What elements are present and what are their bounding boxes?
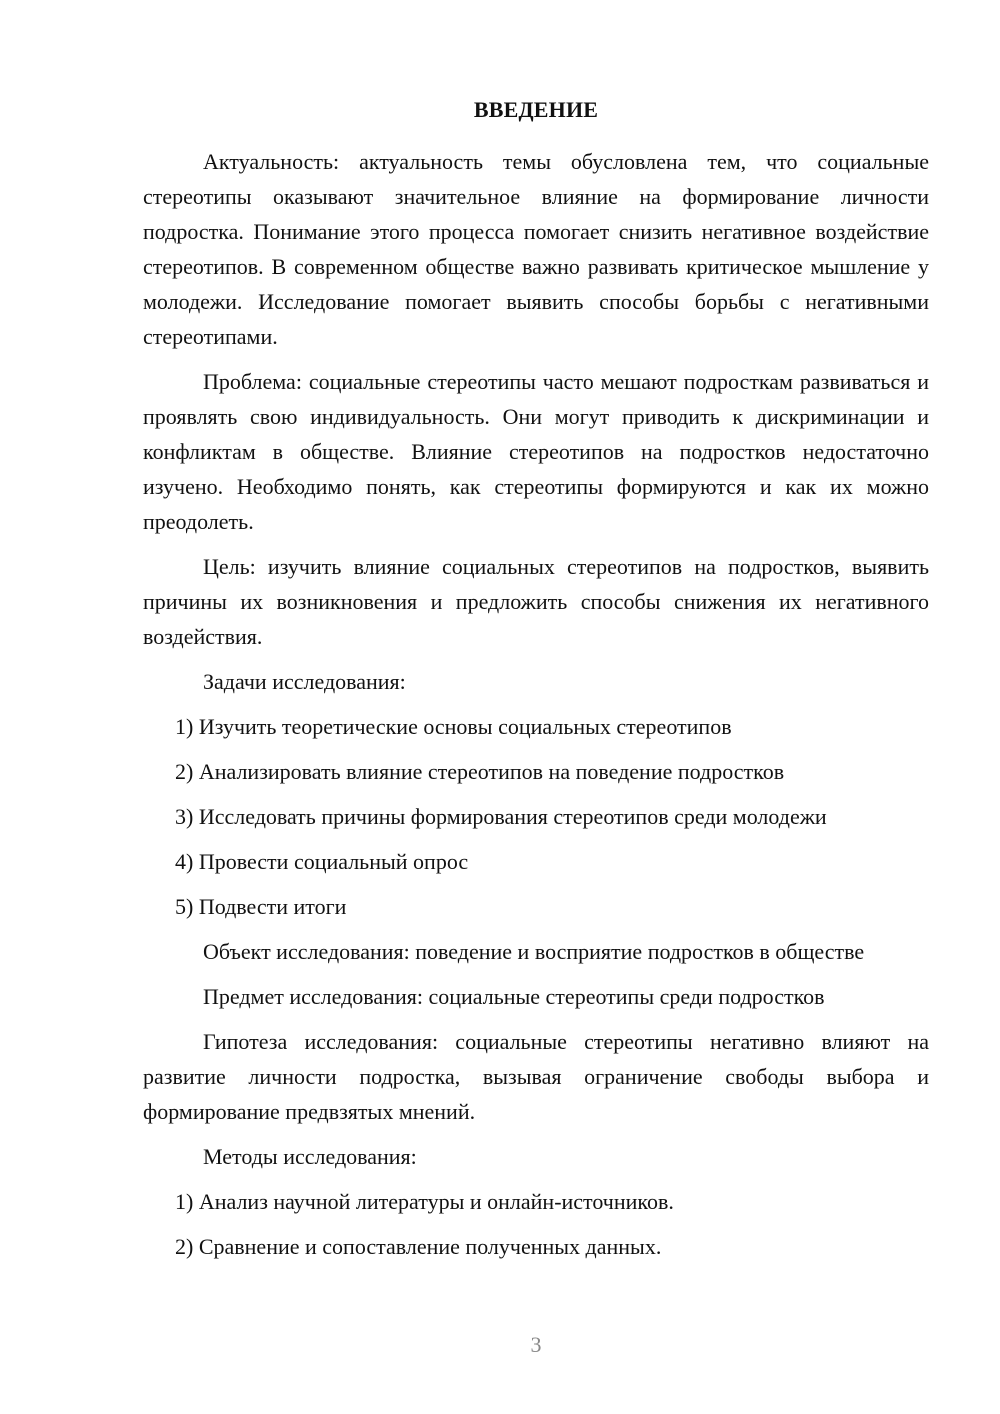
hypothesis-paragraph: Гипотеза исследования: социальные стереотипы негативно влияют на развитие личности подростка, вызывая ограничение свободы выбора и формирование предвзятых мнений. bbox=[143, 1029, 929, 1124]
section-title: ВВЕДЕНИЕ bbox=[473, 97, 599, 122]
list-item: 4) Провести социальный опрос bbox=[175, 849, 469, 874]
list-item: 1) Анализ научной литературы и онлайн-источников. bbox=[175, 1189, 674, 1214]
goal-paragraph: Цель: изучить влияние социальных стереотипов на подростков, выявить причины их возникновения и предложить способы снижения их негативного воздействия. bbox=[143, 554, 929, 649]
list-item: 1) Изучить теоретические основы социальных стереотипов bbox=[175, 714, 732, 739]
list-item: 2) Анализировать влияние стереотипов на поведение подростков bbox=[175, 759, 785, 784]
list-item: 2) Сравнение и сопоставление полученных данных. bbox=[175, 1234, 662, 1259]
relevance-paragraph: Актуальность: актуальность темы обусловлена тем, что социальные стереотипы оказывают значительное влияние на формирование личности подростка. Понимание этого процесса помогает снизить негативное воздействие стереотипов. В современном обществе важно развивать критическое мышление у молодежи. Исследование помогает выявить способы борьбы с негативными стереотипами. bbox=[143, 149, 929, 349]
tasks-list bbox=[143, 709, 929, 924]
object-paragraph: Объект исследования: поведение и восприятие подростков в обществе bbox=[203, 939, 865, 964]
subject-paragraph: Предмет исследования: социальные стереотипы среди подростков bbox=[203, 984, 825, 1009]
methods-list bbox=[143, 1184, 929, 1264]
page-number: 3 bbox=[530, 1332, 542, 1357]
list-item: 3) Исследовать причины формирования стереотипов среди молодежи bbox=[175, 804, 827, 829]
document-page bbox=[143, 96, 929, 1274]
problem-paragraph: Проблема: социальные стереотипы часто мешают подросткам развиваться и проявлять свою индивидуальность. Они могут приводить к дискриминации и конфликтам в обществе. Влияние стереотипов на подростков недостаточно изучено. Необходимо понять, как стереотипы формируются и как их можно преодолеть. bbox=[143, 369, 929, 534]
tasks-heading: Задачи исследования: bbox=[203, 669, 406, 694]
methods-heading: Методы исследования: bbox=[203, 1144, 417, 1169]
list-item: 5) Подвести итоги bbox=[175, 894, 347, 919]
